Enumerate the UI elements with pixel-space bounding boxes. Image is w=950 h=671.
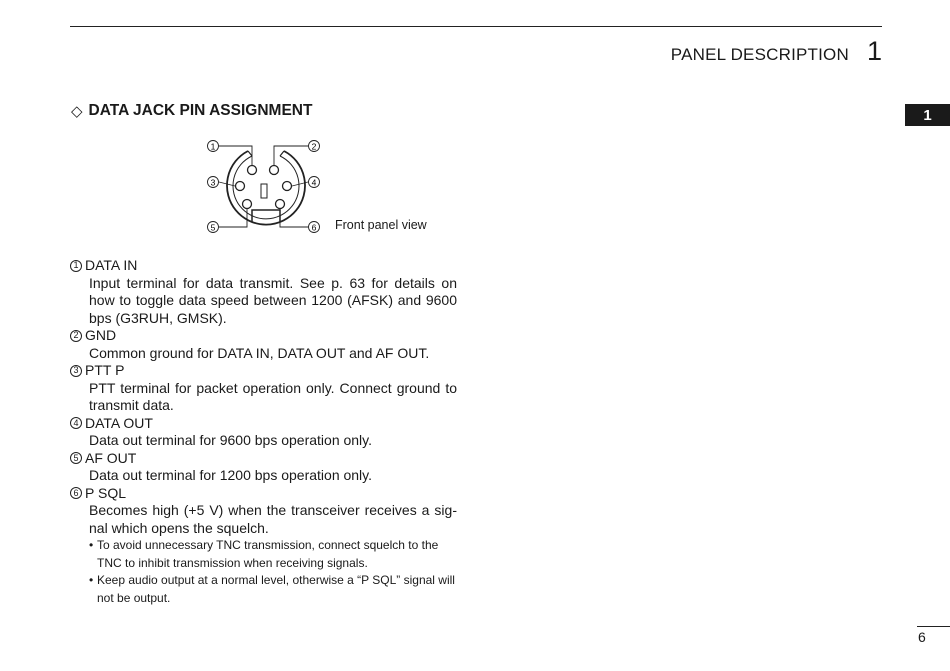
- svg-text:3: 3: [210, 177, 216, 188]
- diagram-label-1: [208, 141, 219, 152]
- pin-number-badge: 2: [70, 330, 82, 342]
- page-number-rule: [917, 626, 950, 627]
- pin-number-badge: 4: [70, 417, 82, 429]
- pin-item-gnd: [70, 327, 457, 362]
- pin-hole-1: [248, 166, 257, 175]
- svg-text:1: 1: [210, 141, 216, 152]
- pin-number-badge: 6: [70, 487, 82, 499]
- pin-hole-6: [276, 200, 285, 209]
- pin-hole-3: [236, 182, 245, 191]
- pin-number-badge: 1: [70, 260, 82, 272]
- pin-number-badge: 5: [70, 452, 82, 464]
- diagram-label-5: [208, 222, 219, 233]
- notes-list: [89, 537, 457, 607]
- pin-number-badge: 3: [70, 365, 82, 377]
- note-item: [89, 572, 457, 607]
- svg-text:4: 4: [311, 177, 317, 188]
- pin-description: Data out terminal for 9600 bps operation only.: [89, 432, 373, 448]
- chapter-number: 1: [866, 36, 882, 66]
- pin-name: DATA OUT: [85, 414, 153, 431]
- note-text: Keep audio output at a normal level, otherwise a “P SQL” signal will not be output.: [97, 573, 455, 605]
- section-heading: [71, 102, 312, 120]
- chapter-tab[interactable]: 1: [905, 104, 950, 126]
- diagram-label-2: [309, 141, 320, 152]
- jack-center-key: [261, 184, 267, 198]
- note-text: To avoid unnecessary TNC transmission, connect squelch to the TNC to inhibit transmission when receiving signals.: [97, 538, 439, 570]
- pin-description: PTT terminal for packet operation only. Connect ground to transmit data.: [89, 379, 457, 413]
- diagram-label-3: [208, 177, 219, 188]
- pin-hole-2: [270, 166, 279, 175]
- jack-shell: [227, 151, 305, 225]
- page-number: 6: [918, 629, 926, 645]
- bullet-icon: •: [89, 538, 94, 552]
- pin-item-ptt-p: [70, 362, 457, 415]
- header-title: PANEL DESCRIPTION: [670, 45, 849, 64]
- pin-name: P SQL: [85, 484, 126, 501]
- data-jack-diagram: [196, 132, 336, 242]
- pin-name: GND: [85, 327, 117, 343]
- pin-description: Becomes high (+5 V) when the transceiver receives a sig-nal which opens the squelch.: [89, 502, 457, 536]
- svg-text:2: 2: [311, 141, 317, 152]
- pin-name: PTT P: [85, 362, 125, 378]
- pin-list: [70, 257, 457, 607]
- svg-text:5: 5: [210, 222, 216, 233]
- pin-description: Data out terminal for 1200 bps operation only.: [89, 467, 373, 483]
- note-item: [89, 537, 457, 572]
- pin-description: Input terminal for data transmit. See p. 63 for details on how to toggle data speed between 1200 (AFSK) and 9600 bps (G3RUH, GMSK).: [89, 274, 457, 326]
- pin-item-data-out: [70, 415, 457, 450]
- pin-item-data-in: [70, 257, 457, 327]
- bullet-icon: •: [89, 573, 94, 587]
- pin-hole-5: [243, 200, 252, 209]
- pin-description: Common ground for DATA IN, DATA OUT and AF OUT.: [89, 344, 430, 361]
- svg-text:6: 6: [311, 222, 317, 233]
- pin-item-af-out: [70, 450, 457, 485]
- diagram-caption: Front panel view: [335, 218, 427, 232]
- diagram-label-6: [309, 222, 320, 233]
- pin-hole-4: [283, 182, 292, 191]
- jack-bottom-key: [252, 210, 280, 222]
- top-rule: [70, 26, 882, 27]
- diamond-icon: ◇: [71, 103, 83, 120]
- pin-name: AF OUT: [85, 449, 137, 466]
- diagram-label-4: [309, 177, 320, 188]
- pin-item-p-sql: [70, 485, 457, 538]
- page-header: [671, 36, 882, 67]
- pin-name: DATA IN: [85, 257, 138, 273]
- section-title: DATA JACK PIN ASSIGNMENT: [88, 102, 313, 119]
